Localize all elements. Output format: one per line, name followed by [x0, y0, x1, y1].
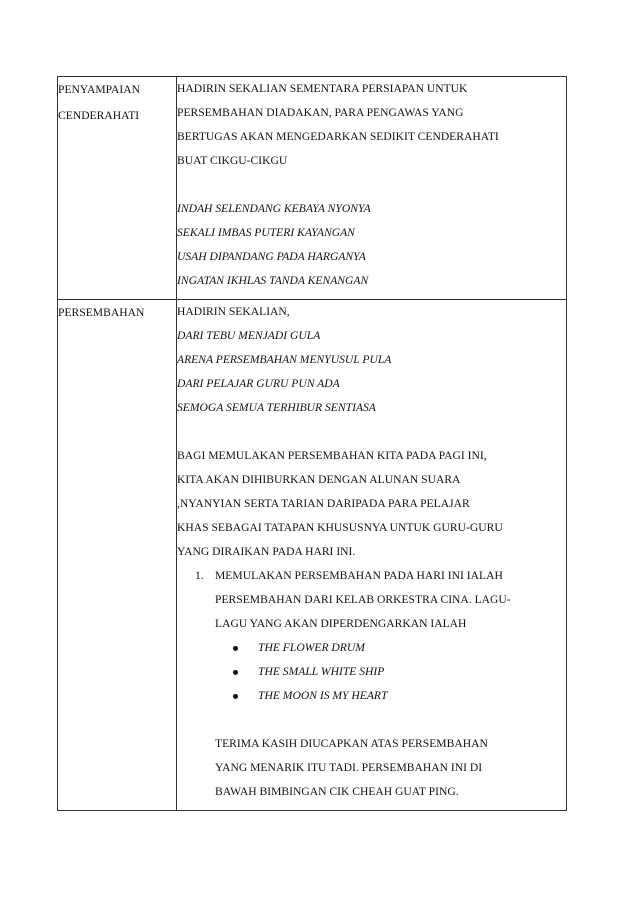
table-row-persembahan [58, 300, 567, 811]
program-script-table [57, 76, 567, 811]
song-list [195, 636, 566, 708]
paragraph-line: ,NYANYIAN SERTA TARIAN DARIPADA PARA PELAJAR [177, 497, 470, 510]
closing-line: YANG MENARIK ITU TADI. PERSEMBAHAN INI DI [215, 761, 483, 774]
song-title: THE MOON IS MY HEART [258, 689, 388, 702]
paragraph-line: KHAS SEBAGAI TATAPAN KHUSUSNYA UNTUK GURU-GURU [177, 521, 503, 534]
item-line: PERSEMBAHAN DARI KELAB ORKESTRA CINA. LAGU- [215, 593, 511, 606]
bullet-icon [233, 694, 238, 699]
row-label-line: PERSEMBAHAN [58, 306, 145, 319]
numbered-item [177, 564, 566, 804]
closing-line: BAWAH BIMBINGAN CIK CHEAH GUAT PING. [215, 785, 459, 798]
pantun-line: INGATAN IKHLAS TANDA KENANGAN [177, 274, 369, 287]
bullet-icon [233, 646, 238, 651]
item-line: MEMULAKAN PERSEMBAHAN PADA HARI INI IALAH [215, 569, 503, 582]
paragraph-line: KITA AKAN DIHIBURKAN DENGAN ALUNAN SUARA [177, 473, 461, 486]
song-title: THE SMALL WHITE SHIP [258, 665, 385, 678]
item-line: LAGU YANG AKAN DIPERDENGARKAN IALAH [215, 617, 467, 630]
pantun-line: DARI PELAJAR GURU PUN ADA [177, 377, 340, 390]
closing-line: TERIMA KASIH DIUCAPKAN ATAS PERSEMBAHAN [215, 737, 488, 750]
intro-line: BERTUGAS AKAN MENGEDARKAN SEDIKIT CENDERAHATI [177, 130, 499, 143]
list-item [233, 636, 566, 660]
row-label-line: CENDERAHATI [58, 109, 140, 122]
pantun-line: DARI TEBU MENJADI GULA [177, 329, 321, 342]
song-title: THE FLOWER DRUM [258, 641, 365, 654]
pantun-line: ARENA PERSEMBAHAN MENYUSUL PULA [177, 353, 392, 366]
item-number: 1. [195, 569, 204, 582]
pantun-line: SEKALI IMBAS PUTERI KAYANGAN [177, 226, 355, 239]
row-label-cell [58, 300, 177, 811]
pantun-line: USAH DIPANDANG PADA HARGANYA [177, 250, 366, 263]
row-content-cell [177, 77, 567, 300]
pantun-line: INDAH SELENDANG KEBAYA NYONYA [177, 202, 371, 215]
intro-line: BUAT CIKGU-CIKGU [177, 154, 288, 167]
row-label-line: PENYAMPAIAN [58, 83, 141, 96]
intro-line: PERSEMBAHAN DIADAKAN, PARA PENGAWAS YANG [177, 106, 464, 119]
list-item [233, 684, 566, 708]
paragraph-line: YANG DIRAIKAN PADA HARI INI. [177, 545, 356, 558]
row-label-cell [58, 77, 177, 300]
bullet-icon [233, 670, 238, 675]
paragraph-line: BAGI MEMULAKAN PERSEMBAHAN KITA PADA PAGI INI, [177, 449, 487, 462]
list-item [233, 660, 566, 684]
intro-line: HADIRIN SEKALIAN SEMENTARA PERSIAPAN UNTUK [177, 82, 468, 95]
pantun-line: SEMOGA SEMUA TERHIBUR SENTIASA [177, 401, 376, 414]
row-content-cell [177, 300, 567, 811]
table-row-cenderahati [58, 77, 567, 300]
greeting-line: HADIRIN SEKALIAN, [177, 305, 290, 318]
